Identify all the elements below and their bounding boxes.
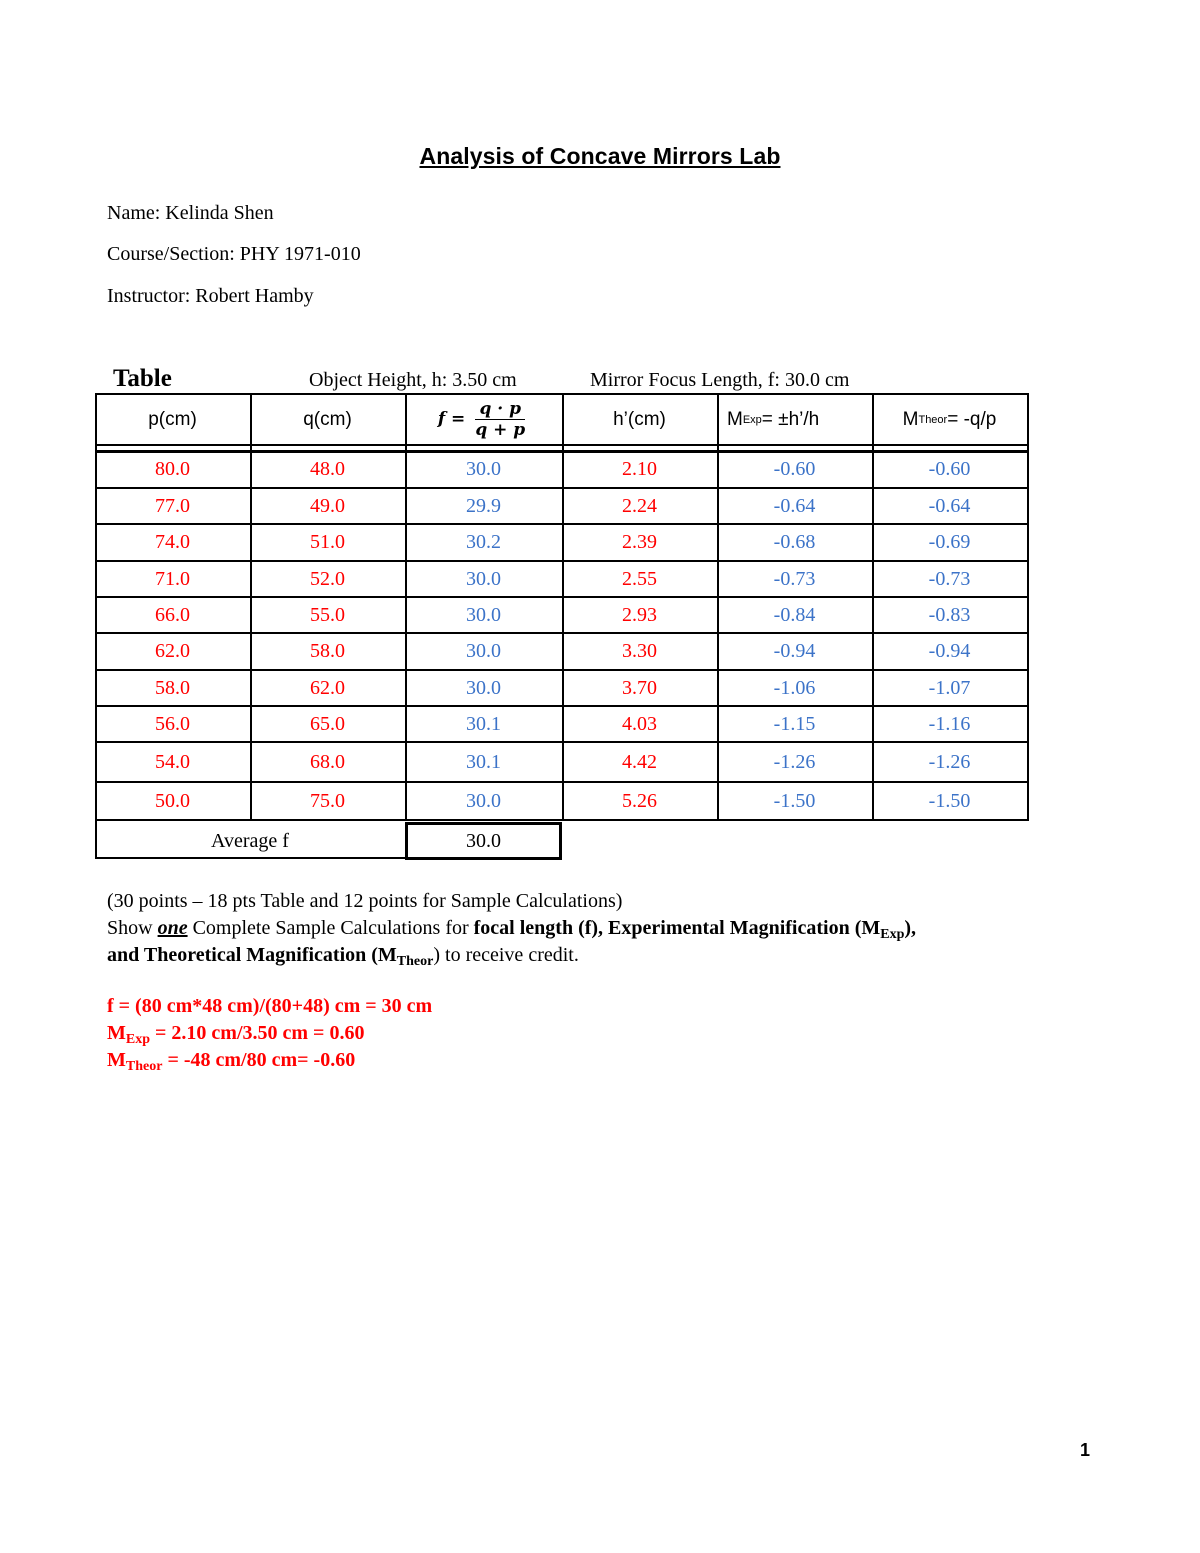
header-q: q(cm) [303, 409, 352, 430]
cell-h: 2.93 [622, 603, 657, 626]
cell-mexp: -1.15 [773, 712, 816, 735]
cell-q: 75.0 [310, 789, 345, 812]
calc-focal-length: f = (80 cm*48 cm)/(80+48) cm = 30 cm [107, 995, 433, 1017]
cell-q: 48.0 [310, 458, 345, 480]
cell-h: 2.24 [622, 494, 657, 517]
calc-mtheor-sub: Theor [125, 1059, 163, 1074]
average-f-value: 30.0 [405, 822, 562, 860]
cell-mexp: -0.73 [773, 567, 816, 590]
cell-f: 30.0 [466, 458, 501, 480]
course-section: Course/Section: PHY 1971-010 [107, 243, 361, 265]
cell-p: 74.0 [155, 531, 190, 553]
cell-h: 2.39 [622, 531, 657, 553]
instr-and-theor: and Theoretical Magnification (M [107, 944, 397, 966]
cell-q: 65.0 [310, 712, 345, 735]
cell-mtheor: -1.26 [928, 750, 971, 773]
header-mexp-rest: = ±h’/h [761, 409, 820, 430]
cell-mexp: -1.06 [773, 676, 816, 699]
cell-p: 62.0 [155, 640, 190, 662]
cell-mtheor: -0.60 [928, 458, 971, 480]
mirror-focus-label: Mirror Focus Length, f: 30.0 cm [590, 369, 850, 391]
cell-h: 5.26 [622, 789, 657, 812]
header-f-formula [405, 393, 562, 445]
instr-show: Show [107, 917, 158, 939]
cell-p: 54.0 [155, 750, 190, 773]
instr-close2: ) [433, 944, 441, 966]
cell-mexp: -0.64 [773, 494, 816, 517]
cell-q: 51.0 [310, 531, 345, 553]
cell-q: 52.0 [310, 567, 345, 590]
instr-close1: ), [904, 917, 917, 939]
calc-mexp-sub: Exp [125, 1032, 151, 1047]
cell-f: 29.9 [466, 494, 501, 517]
cell-h: 4.03 [622, 712, 657, 735]
grid-line [1027, 393, 1029, 821]
cell-mexp: -0.68 [773, 531, 816, 553]
header-mexp [717, 395, 872, 445]
cell-f: 30.1 [466, 750, 501, 773]
cell-p: 77.0 [155, 494, 190, 517]
cell-f: 30.0 [466, 567, 501, 590]
cell-f: 30.1 [466, 712, 501, 735]
cell-mexp: -0.84 [773, 603, 816, 626]
cell-mexp: -1.26 [773, 750, 816, 773]
student-name: Name: Kelinda Shen [107, 202, 274, 224]
cell-mexp: -1.50 [773, 789, 816, 812]
cell-p: 50.0 [155, 789, 190, 812]
cell-h: 3.70 [622, 676, 657, 699]
grid-line [250, 393, 252, 821]
cell-mtheor: -0.73 [928, 567, 971, 590]
cell-f: 30.0 [466, 640, 501, 662]
header-h-prime: h’(cm) [613, 409, 666, 430]
cell-h: 3.30 [622, 640, 657, 662]
cell-f: 30.0 [466, 789, 501, 812]
page-number: 1 [1080, 1440, 1091, 1460]
grid-line [872, 393, 874, 821]
instr-focal: focal length (f), Experimental Magnification (M [473, 917, 881, 939]
instr-exp-sub: Exp [880, 927, 905, 942]
formula-denominator: q + p [475, 419, 526, 440]
cell-f: 30.0 [466, 603, 501, 626]
calc-mtheor-m: M [107, 1049, 126, 1071]
cell-mtheor: -1.16 [928, 712, 971, 735]
cell-p: 71.0 [155, 567, 190, 590]
header-mexp-m: M [727, 409, 743, 430]
grid-line [717, 393, 719, 821]
instructor-name: Instructor: Robert Hamby [107, 285, 314, 307]
cell-f: 30.0 [466, 676, 501, 699]
table-label: Table [113, 365, 172, 392]
cell-q: 62.0 [310, 676, 345, 699]
header-mtheor-m: M [902, 409, 919, 430]
points-note: (30 points – 18 pts Table and 12 points for Sample Calculations) [107, 890, 623, 912]
cell-f: 30.2 [466, 531, 501, 553]
cell-mtheor: -0.69 [928, 531, 971, 553]
cell-mtheor: -0.83 [928, 603, 971, 626]
cell-p: 58.0 [155, 676, 190, 699]
calc-mexp [107, 1022, 364, 1048]
grid-line [405, 393, 407, 821]
cell-p: 66.0 [155, 603, 190, 626]
formula-fraction [471, 400, 529, 439]
calc-mtheor [107, 1049, 355, 1075]
object-height-label: Object Height, h: 3.50 cm [309, 369, 517, 391]
cell-mexp: -0.94 [773, 640, 816, 662]
cell-q: 49.0 [310, 494, 345, 517]
cell-mexp: -0.60 [773, 458, 816, 480]
calc-mexp-rest: = 2.10 cm/3.50 cm = 0.60 [150, 1022, 365, 1044]
instructions-line-2 [107, 942, 579, 975]
cell-q: 55.0 [310, 603, 345, 626]
page-title: Analysis of Concave Mirrors Lab [419, 143, 781, 169]
calc-mexp-m: M [107, 1022, 126, 1044]
formula-lhs: f = [437, 409, 466, 429]
cell-q: 68.0 [310, 750, 345, 773]
average-f-label: Average f [211, 829, 289, 852]
cell-h: 2.55 [622, 567, 657, 590]
formula-numerator: q · p [475, 400, 525, 420]
header-mexp-sub: Exp [742, 414, 762, 426]
cell-mtheor: -1.07 [928, 676, 971, 699]
cell-mtheor: -0.94 [928, 640, 971, 662]
instr-one: one [157, 917, 188, 939]
header-mtheor-sub: Theor [918, 414, 948, 426]
cell-p: 80.0 [155, 458, 190, 480]
cell-p: 56.0 [155, 712, 190, 735]
cell-q: 58.0 [310, 640, 345, 662]
grid-line [95, 393, 97, 821]
header-mtheor [872, 395, 1027, 445]
header-mtheor-rest: = -q/p [947, 409, 997, 430]
cell-h: 2.10 [622, 458, 657, 480]
cell-mtheor: -1.50 [928, 789, 971, 812]
cell-mtheor: -0.64 [928, 494, 971, 517]
instr-receive: to receive credit. [440, 944, 579, 966]
cell-h: 4.42 [622, 750, 657, 773]
instr-complete: Complete Sample Calculations for [187, 917, 474, 939]
calc-mtheor-rest: = -48 cm/80 cm= -0.60 [162, 1049, 356, 1071]
instr-theor-sub: Theor [396, 954, 434, 969]
grid-line [562, 393, 564, 821]
header-p: p(cm) [148, 409, 197, 430]
